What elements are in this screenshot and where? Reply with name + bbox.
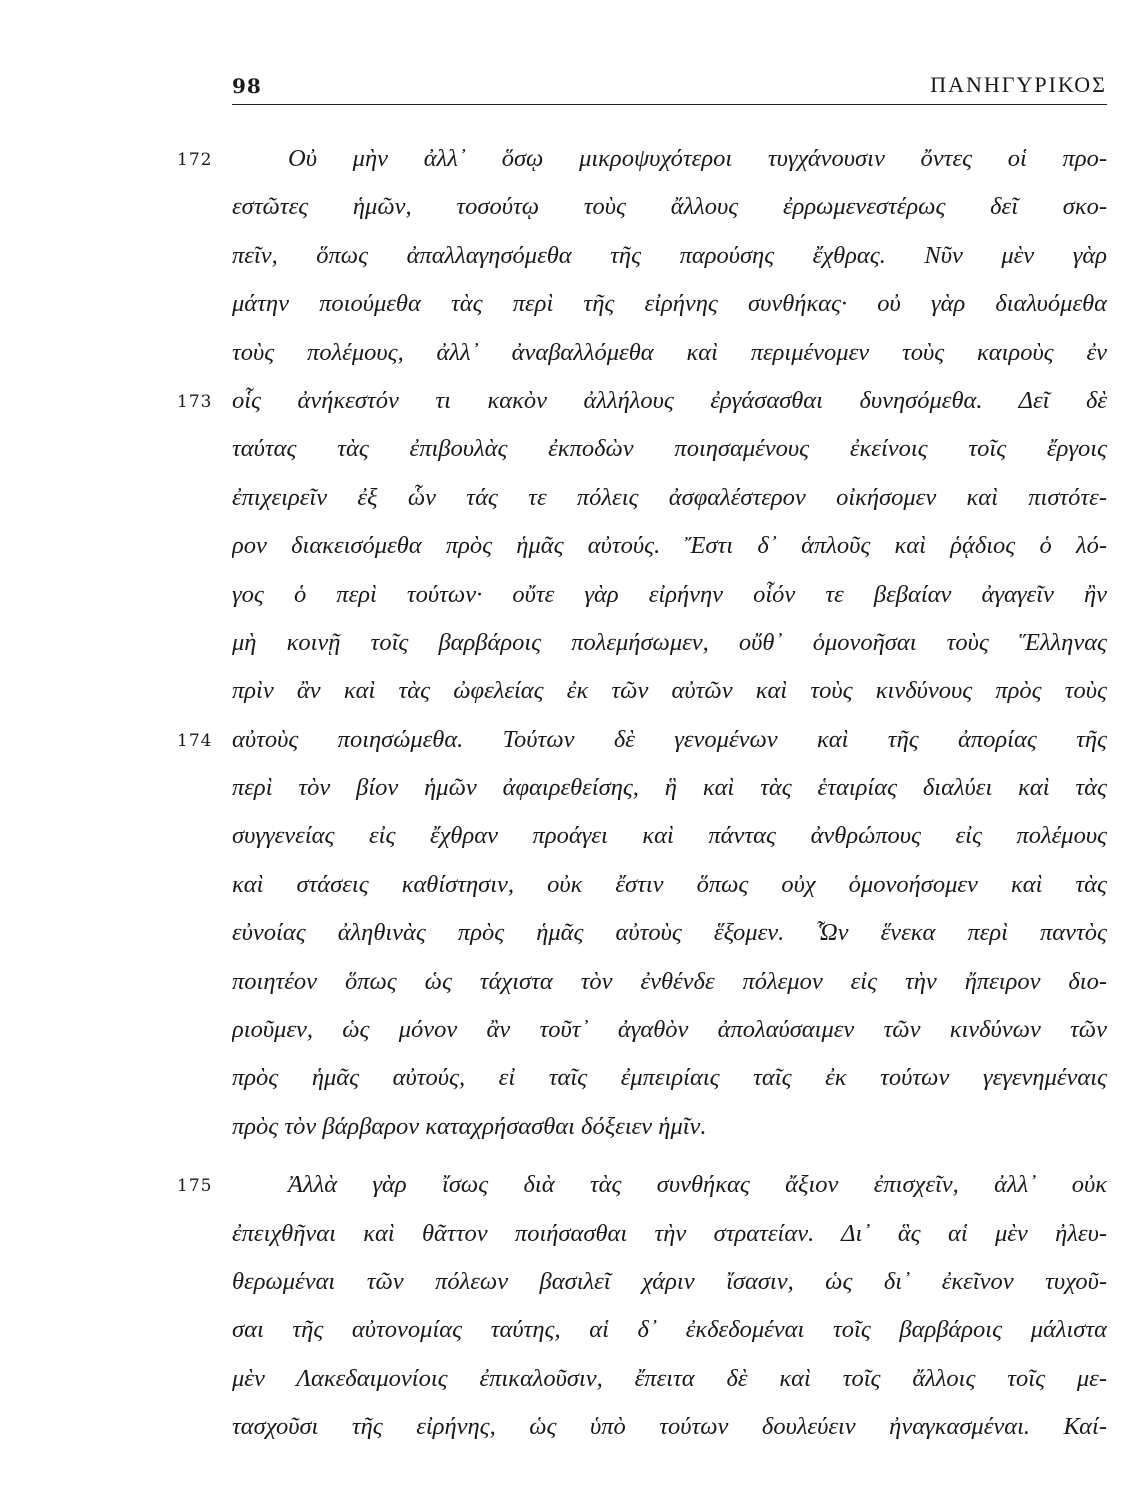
section-number: 172 <box>177 150 213 170</box>
line-text: Ἀλλὰ γὰρ ἴσως διὰ τὰς συνθήκας ἄξιον ἐπισχεῖν, ἀλλ᾽ οὐκ <box>288 1171 1107 1199</box>
line-text: εστῶτες ἡμῶν, τοσούτῳ τοὺς ἄλλους ἐρρωμενεστέρως δεῖ σκο- <box>232 193 1107 221</box>
text-line <box>0 1259 1123 1307</box>
line-text: μάτην ποιούμεθα τὰς περὶ τῆς εἰρήνης συνθήκας· οὐ γὰρ διαλυόμεθα <box>232 290 1107 318</box>
line-text: Οὐ μὴν ἀλλ᾽ ὅσῳ μικροψυχότεροι τυγχάνουσιν ὄντες οἱ προ- <box>288 145 1107 172</box>
text-line <box>0 813 1123 861</box>
line-text: ποιητέον ὅπως ὡς τάχιστα τὸν ἐνθένδε πόλεμον εἰς τὴν ἤπειρον διο- <box>232 967 1107 995</box>
line-text: ρον διακεισόμεθα πρὸς ἡμᾶς αὐτούς. Ἔστι δ᾽ ἁπλοῦς καὶ ῥᾴδιος ὁ λό- <box>232 532 1107 560</box>
text-line <box>0 475 1123 523</box>
text-line <box>0 620 1123 668</box>
page-header <box>232 66 1107 106</box>
greek-text-body <box>0 136 1123 1453</box>
line-text: τασχοῦσι τῆς εἰρήνης, ὡς ὑπὸ τούτων δουλεύειν ἠναγκασμέναι. Καί- <box>232 1413 1107 1441</box>
line-text: ἐπιχειρεῖν ἐξ ὧν τάς τε πόλεις ἀσφαλέστερον οἰκήσομεν καὶ πιστότε- <box>232 483 1107 511</box>
text-line <box>0 523 1123 571</box>
line-text: πρὸς τὸν βάρβαρον καταχρήσασθαι δόξειεν ἡμῖν. <box>232 1112 707 1140</box>
line-text: πρὸς ἡμᾶς αὐτούς, εἰ ταῖς ἐμπειρίαις ταῖς ἐκ τούτων γεγενημέναις <box>232 1064 1107 1092</box>
line-text: ἐπειχθῆναι καὶ θᾶττον ποιήσασθαι τὴν στρατείαν. Δι᾽ ἃς αἱ μὲν ἠλευ- <box>232 1219 1107 1247</box>
text-line <box>0 765 1123 813</box>
line-text: θερωμέναι τῶν πόλεων βασιλεῖ χάριν ἴσασιν, ὡς δι᾽ ἐκεῖνον τυχοῦ- <box>232 1267 1107 1295</box>
line-text: οἷς ἀνήκεστόν τι κακὸν ἀλλήλους ἐργάσασθαι δυνησόμεθα. Δεῖ δὲ <box>232 386 1107 414</box>
line-text: ριοῦμεν, ὡς μόνον ἂν τοῦτ᾽ ἀγαθὸν ἀπολαύσαιμεν τῶν κινδύνων τῶν <box>232 1016 1107 1044</box>
text-line <box>0 1404 1123 1452</box>
text-line <box>0 1007 1123 1055</box>
text-line <box>0 717 1123 765</box>
text-line <box>0 330 1123 378</box>
section-number: 174 <box>177 730 213 751</box>
text-line <box>0 1307 1123 1355</box>
page-number: 98 <box>232 74 262 98</box>
text-line <box>0 233 1123 281</box>
line-text: συγγενείας εἰς ἔχθραν προάγει καὶ πάντας ἀνθρώπους εἰς πολέμους <box>232 822 1107 850</box>
line-text: αὐτοὺς ποιησώμεθα. Τούτων δὲ γενομένων καὶ τῆς ἀπορίας τῆς <box>232 725 1107 753</box>
line-text: μὲν Λακεδαιμονίοις ἐπικαλοῦσιν, ἔπειτα δὲ καὶ τοῖς ἄλλοις τοῖς με- <box>232 1364 1107 1392</box>
text-line <box>0 1356 1123 1404</box>
line-text: πρὶν ἂν καὶ τὰς ὠφελείας ἐκ τῶν αὐτῶν καὶ τοὺς κινδύνους πρὸς τοὺς <box>232 677 1107 705</box>
text-line <box>0 862 1123 910</box>
text-line <box>0 1162 1123 1210</box>
line-text: εὐνοίας ἀληθινὰς πρὸς ἡμᾶς αὐτοὺς ἕξομεν. Ὧν ἕνεκα περὶ παντὸς <box>232 919 1107 947</box>
line-text: καὶ στάσεις καθίστησιν, οὐκ ἔστιν ὅπως οὐχ ὁμονοήσομεν καὶ τὰς <box>232 870 1107 898</box>
line-text: περὶ τὸν βίον ἡμῶν ἀφαιρεθείσης, ἣ καὶ τὰς ἑταιρίας διαλύει καὶ τὰς <box>232 774 1107 802</box>
running-title: ΠΑΝΗΓΥΡΙΚΟΣ <box>930 72 1107 97</box>
text-line <box>0 426 1123 474</box>
text-line <box>0 136 1123 184</box>
line-text: ταύτας τὰς ἐπιβουλὰς ἐκποδὼν ποιησαμένους ἐκείνοις τοῖς ἔργοις <box>232 435 1107 463</box>
text-line <box>0 668 1123 716</box>
section-number: 173 <box>177 391 213 412</box>
line-text: τοὺς πολέμους, ἀλλ᾽ ἀναβαλλόμεθα καὶ περιμένομεν τοὺς καιροὺς ἐν <box>232 338 1107 366</box>
text-line <box>0 910 1123 958</box>
line-text: πεῖν, ὅπως ἀπαλλαγησόμεθα τῆς παρούσης ἔχθρας. Νῦν μὲν γὰρ <box>232 241 1107 269</box>
text-line <box>0 281 1123 329</box>
line-text: γος ὁ περὶ τούτων· οὔτε γὰρ εἰρήνην οἷόν τε βεβαίαν ἀγαγεῖν ἢν <box>232 580 1107 608</box>
text-line <box>0 378 1123 426</box>
text-line <box>0 1055 1123 1103</box>
text-line <box>0 1211 1123 1259</box>
text-line <box>0 572 1123 620</box>
text-line <box>0 1104 1123 1152</box>
text-line <box>0 184 1123 232</box>
header-rule <box>232 104 1107 105</box>
line-text: σαι τῆς αὐτονομίας ταύτης, αἱ δ᾽ ἐκδεδομέναι τοῖς βαρβάροις μάλιστα <box>232 1316 1107 1344</box>
line-text: μὴ κοινῇ τοῖς βαρβάροις πολεμήσωμεν, οὔθ᾽ ὁμονοῆσαι τοὺς Ἕλληνας <box>232 628 1107 656</box>
section-number: 175 <box>177 1176 213 1197</box>
text-line <box>0 959 1123 1007</box>
